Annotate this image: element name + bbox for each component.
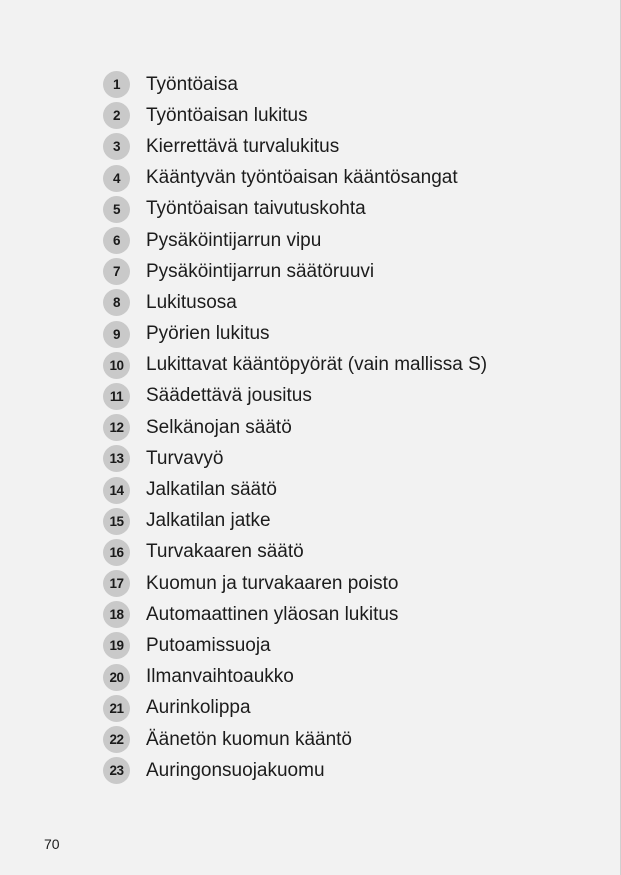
parts-list xyxy=(103,69,487,786)
list-item xyxy=(103,599,487,630)
item-number-badge: 23 xyxy=(103,757,130,784)
list-item xyxy=(103,287,487,318)
item-number-badge: 20 xyxy=(103,664,130,691)
item-label: Aurinkolippa xyxy=(146,697,251,719)
list-item xyxy=(103,724,487,755)
item-label: Lukitusosa xyxy=(146,291,237,313)
item-number-badge: 15 xyxy=(103,508,130,535)
item-label: Pyörien lukitus xyxy=(146,323,270,345)
item-label: Pysäköintijarrun vipu xyxy=(146,229,322,251)
list-item xyxy=(103,163,487,194)
list-item xyxy=(103,225,487,256)
item-label: Auringonsuojakuomu xyxy=(146,759,325,781)
item-label: Työntöaisan lukitus xyxy=(146,104,308,126)
item-label: Äänetön kuomun kääntö xyxy=(146,728,352,750)
list-item xyxy=(103,506,487,537)
item-number-badge: 8 xyxy=(103,289,130,316)
item-label: Ilmanvaihtoaukko xyxy=(146,666,294,688)
item-number-badge: 14 xyxy=(103,477,130,504)
item-number-badge: 6 xyxy=(103,227,130,254)
item-number-badge: 1 xyxy=(103,71,130,98)
list-item xyxy=(103,256,487,287)
item-label: Selkänojan säätö xyxy=(146,416,292,438)
item-label: Jalkatilan jatke xyxy=(146,510,271,532)
item-label: Putoamissuoja xyxy=(146,634,271,656)
item-number-badge: 22 xyxy=(103,726,130,753)
list-item xyxy=(103,131,487,162)
item-label: Turvavyö xyxy=(146,447,224,469)
item-number-badge: 13 xyxy=(103,445,130,472)
page-number: 70 xyxy=(44,836,60,852)
list-item xyxy=(103,194,487,225)
list-item xyxy=(103,412,487,443)
item-label: Lukittavat kääntöpyörät (vain mallissa S) xyxy=(146,354,488,376)
list-item xyxy=(103,350,487,381)
item-label: Työntöaisan taivutuskohta xyxy=(146,198,366,220)
list-item xyxy=(103,693,487,724)
item-number-badge: 2 xyxy=(103,102,130,129)
list-item xyxy=(103,630,487,661)
item-number-badge: 5 xyxy=(103,196,130,223)
item-number-badge: 9 xyxy=(103,321,130,348)
item-label: Kuomun ja turvakaaren poisto xyxy=(146,572,399,594)
list-item xyxy=(103,755,487,786)
item-label: Turvakaaren säätö xyxy=(146,541,304,563)
item-label: Kierrettävä turvalukitus xyxy=(146,135,340,157)
item-number-badge: 17 xyxy=(103,570,130,597)
list-item xyxy=(103,537,487,568)
item-label: Kääntyvän työntöaisan kääntösangat xyxy=(146,167,458,189)
list-item xyxy=(103,319,487,350)
item-label: Automaattinen yläosan lukitus xyxy=(146,603,399,625)
list-item xyxy=(103,100,487,131)
item-number-badge: 18 xyxy=(103,601,130,628)
item-number-badge: 16 xyxy=(103,539,130,566)
item-number-badge: 3 xyxy=(103,133,130,160)
item-number-badge: 21 xyxy=(103,695,130,722)
list-item xyxy=(103,381,487,412)
item-label: Työntöaisa xyxy=(146,73,238,95)
item-label: Pysäköintijarrun säätöruuvi xyxy=(146,260,375,282)
item-label: Säädettävä jousitus xyxy=(146,385,312,407)
item-number-badge: 10 xyxy=(103,352,130,379)
item-number-badge: 19 xyxy=(103,632,130,659)
list-item xyxy=(103,69,487,100)
list-item xyxy=(103,568,487,599)
item-number-badge: 12 xyxy=(103,414,130,441)
item-number-badge: 7 xyxy=(103,258,130,285)
item-label: Jalkatilan säätö xyxy=(146,479,277,501)
list-item xyxy=(103,474,487,505)
list-item xyxy=(103,662,487,693)
item-number-badge: 11 xyxy=(103,383,130,410)
list-item xyxy=(103,443,487,474)
item-number-badge: 4 xyxy=(103,165,130,192)
